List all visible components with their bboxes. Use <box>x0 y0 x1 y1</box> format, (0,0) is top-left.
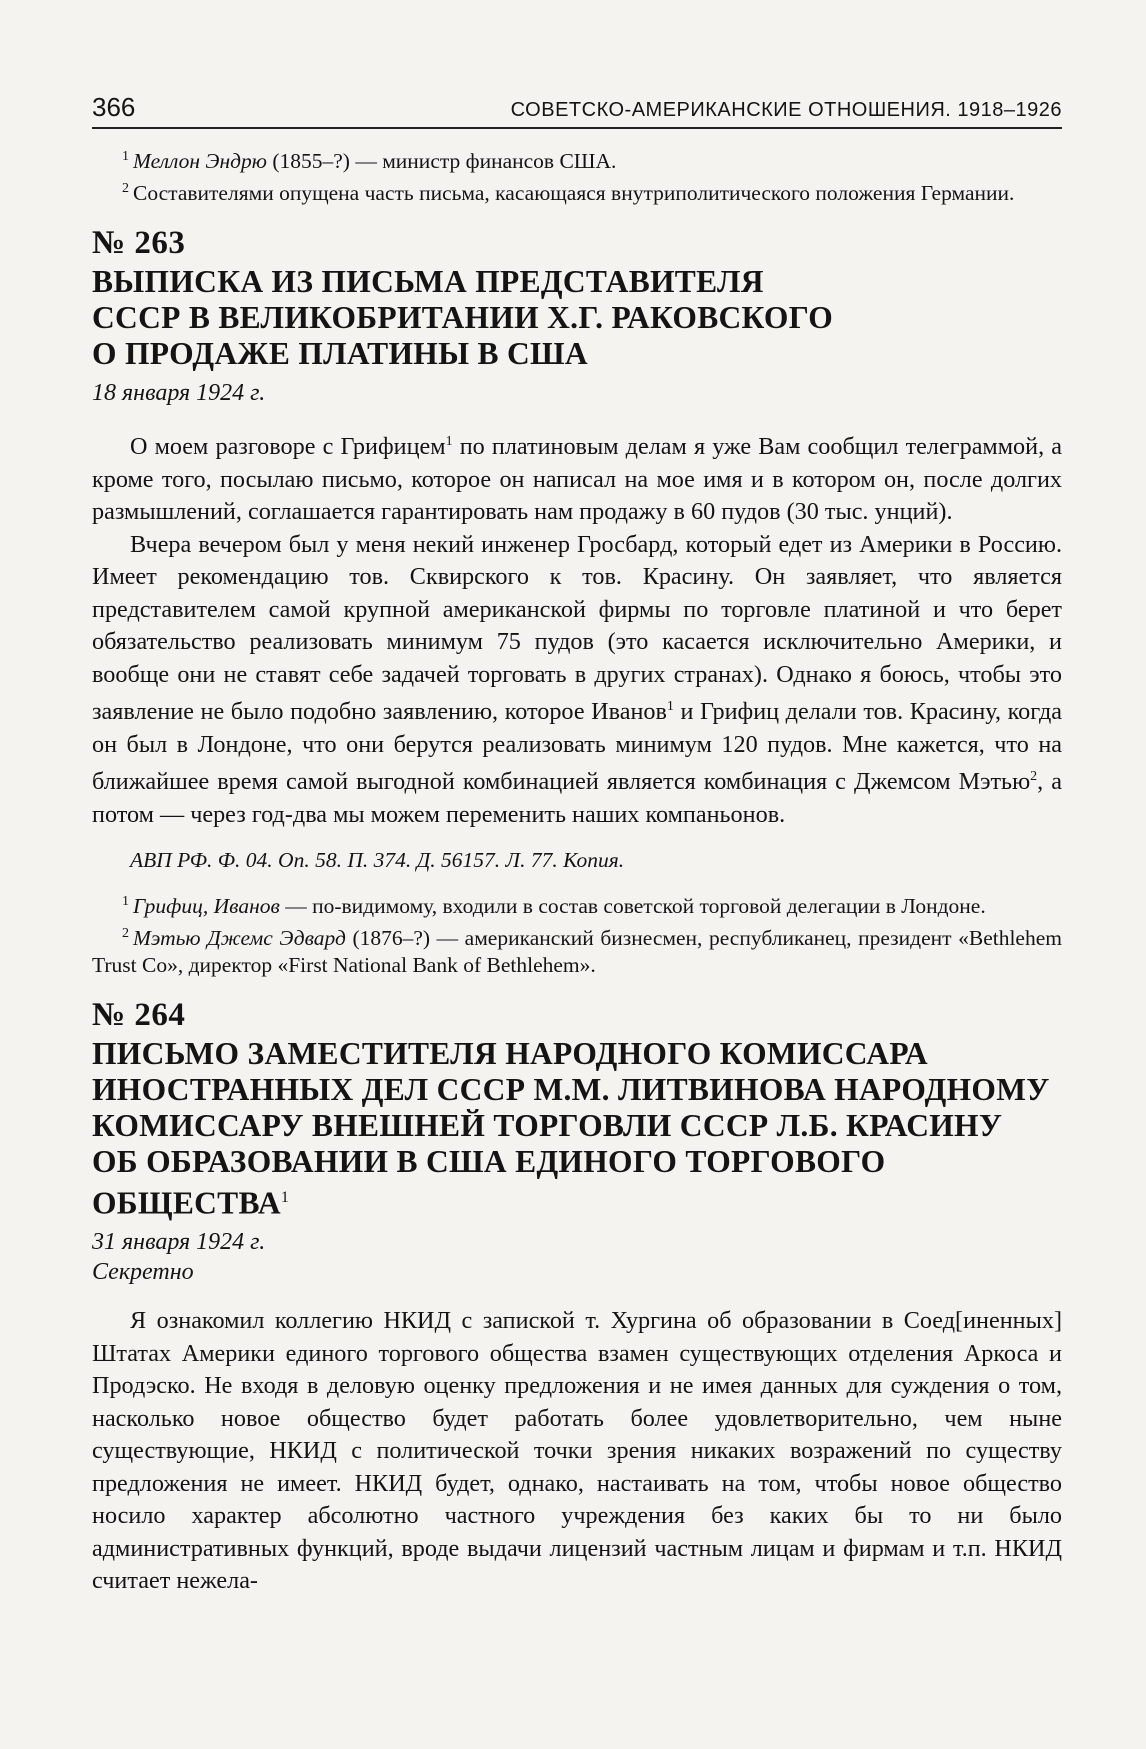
footnote-text: Составителями опущена часть письма, касающаяся внутриполитического положения Германии. <box>133 181 1015 206</box>
doc-263-body <box>92 426 1062 831</box>
running-title: СОВЕТСКО-АМЕРИКАНСКИЕ ОТНОШЕНИЯ. 1918–1926 <box>510 99 1062 121</box>
doc-264-date: 31 января 1924 г. <box>92 1229 266 1256</box>
page-number: 366 <box>92 92 136 122</box>
footnote-name: Мэтью Джемс Эдвард <box>133 925 346 950</box>
doc-263-number: № 263 <box>92 225 186 262</box>
footnote <box>92 143 1062 175</box>
footnote-text: — по-видимому, входили в состав советской торговой делегации в Лондоне. <box>279 893 986 918</box>
doc-264-classification: Секретно <box>92 1259 194 1286</box>
doc-264-number: № 264 <box>92 996 186 1033</box>
paragraph: Я ознакомил коллегию НКИД с запиской т. Хургина об образовании в Соед[иненных] Штатах Америки единого торгового общества взамен существующих отделения Аркоса и Продэско. Не входя в деловую оценку предложения и не имея данных для суждения о том, насколько новое общество будет работать более удовлетворительно, чем ныне существующие, НКИД с политической точки зрения никаких возражений по существу предложения не имеет. НКИД будет, однако, настаивать на том, чтобы новое общество носило характер абсолютно частного учреждения без каких бы то ни было административных функций, вроде выдачи лицензий частным лицам и фирмам и т.п. НКИД считает нежела- <box>92 1307 1062 1595</box>
paragraph: О моем разговоре с Грифицем$^1$ по платиновым делам я уже Вам сообщил телеграммой, а кроме того, посылаю письмо, которое он написал на мое имя и в котором он, после долгих размышлений, соглашается гарантировать нам продажу в 60 пудов (30 тыс. унций). <box>92 433 1062 526</box>
footnote-mark: 2 <box>122 181 129 197</box>
title-line: КОМИССАРУ ВНЕШНЕЙ ТОРГОВЛИ СССР Л.Б. КРАСИНУ <box>92 1107 1003 1143</box>
footnote-mark: 1 <box>122 149 129 164</box>
title-line: О ПРОДАЖЕ ПЛАТИНЫ В США <box>92 336 588 372</box>
footnote-text: (1855–?) — министр финансов США. <box>266 149 617 174</box>
footnote-name: Грифиц, Иванов <box>133 893 280 918</box>
doc-263-footnotes <box>92 888 1062 979</box>
doc-263-date: 18 января 1924 г. <box>92 380 266 407</box>
footnote-text: (1876–?) — американский бизнесмен, республиканец, президент «Bethlehem Trust Co», директор «First National Bank of Bethlehem». <box>92 925 1062 977</box>
doc-264-title <box>92 1036 1062 1222</box>
paragraph: Вчера вечером был у меня некий инженер Гросбард, который едет из Америки в Россию. Имеет рекомендацию тов. Сквирского к тов. Красину. Он заявляет, что является представителем самой крупной американской фирмы по торговле платиной и что берет обязательство реализовать минимум 75 пудов (это касается исключительно Америки, и вообще они не ставят себе задачей торговать в других странах). Однако я боюсь, чтобы это заявление не было подобно заявлению, которое Иванов$^1$ и Грифиц делали тов. Красину, когда он был в Лондоне, что они берутся реализовать минимум 120 пудов. Мне кажется, что на ближайшее время самой выгодной комбинацией является комбинация с Джемсом Мэтью$^2$, а потом — через год-два мы можем переменить наших компаньонов. <box>92 530 1062 828</box>
footnote-mark: 1 <box>122 893 129 909</box>
title-line: СССР В ВЕЛИКОБРИТАНИИ Х.Г. РАКОВСКОГО <box>92 300 834 336</box>
footnote-mark: 2 <box>122 925 129 941</box>
footnote-name: Меллон Эндрю <box>133 149 267 174</box>
doc-263-title <box>92 264 1062 372</box>
footnote-ref: 2 <box>1030 769 1038 785</box>
title-line: ВЫПИСКА ИЗ ПИСЬМА ПРЕДСТАВИТЕЛЯ <box>92 264 764 300</box>
footnote <box>92 175 1062 207</box>
top-footnotes <box>92 143 1062 207</box>
footnote <box>92 920 1062 979</box>
doc-264-body <box>92 1305 1062 1598</box>
title-line: ИНОСТРАННЫХ ДЕЛ СССР М.М. ЛИТВИНОВА НАРОДНОМУ <box>92 1071 1050 1107</box>
running-head <box>92 92 1062 129</box>
title-line: ПИСЬМО ЗАМЕСТИТЕЛЯ НАРОДНОГО КОМИССАРА <box>92 1035 928 1071</box>
footnote <box>92 888 1062 920</box>
footnote-ref: 1 <box>280 1188 290 1206</box>
title-line: ОБ ОБРАЗОВАНИИ В США ЕДИНОГО ТОРГОВОГО ОБЩЕСТВА <box>92 1143 886 1221</box>
archive-reference: АВП РФ. Ф. 04. Оп. 58. П. 374. Д. 56157. Л. 77. Копия. <box>130 847 625 872</box>
footnote-ref: 1 <box>445 434 453 450</box>
footnote-ref: 1 <box>666 699 674 715</box>
